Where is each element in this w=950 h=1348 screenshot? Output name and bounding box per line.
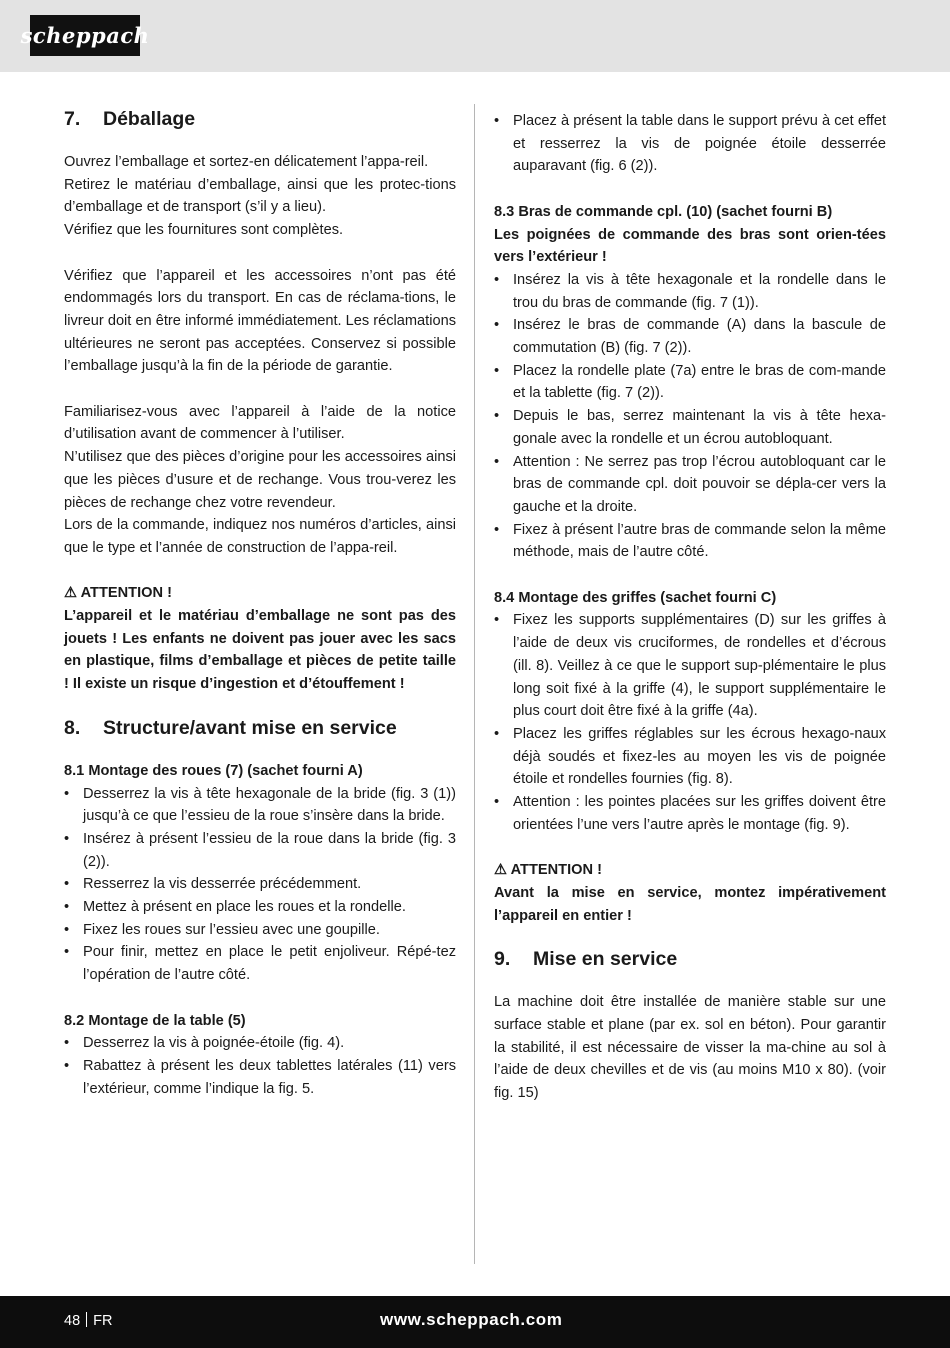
page-footer: [0, 1296, 950, 1348]
paragraph: Familiarisez-vous avec l’appareil à l’aide de la notice d’utilisation avant de commencer à l’utiliser.: [64, 403, 456, 443]
list-item: • Attention : Ne serrez pas trop l’écrou autobloquant car le bras de commande cpl. doit pouvoir se dépla-cer vers la gauche et la droite.: [494, 451, 886, 519]
left-column: [64, 105, 456, 1100]
list-item: • Placez les griffes réglables sur les écrous hexago-naux déjà soudés et fixez-les au moyen les vis de poignée étoile et rondelles fournies (fig. 8).: [494, 723, 886, 791]
paragraph: Lors de la commande, indiquez nos numéros d’articles, ainsi que le type et l’année de construction de l’appa-reil.: [64, 517, 456, 556]
warning-title: ⚠ ATTENTION !: [64, 585, 172, 602]
list-item: • Placez à présent la table dans le support prévu à cet effet et resserrez la vis de poignée étoile desserrée auparavant (fig. 6 (2)).: [494, 110, 886, 178]
section-title: Structure/avant mise en service: [103, 716, 397, 739]
list-item: • Rabattez à présent les deux tablettes latérales (11) vers l’extérieur, comme l’indique la fig. 5.: [64, 1055, 456, 1100]
bullet-list: [64, 783, 456, 987]
list-item: • Pour finir, mettez en place le petit enjoliveur. Répé-tez l’opération de l’autre côté.: [64, 941, 456, 986]
section-title: Déballage: [103, 108, 196, 130]
subsection-note: Les poignées de commande des bras sont orien-tées vers l’extérieur !: [494, 226, 886, 266]
paragraph: Retirez le matériau d’emballage, ainsi que les protec-tions d’emballage et de transport (s’il y a lieu).: [64, 176, 456, 216]
column-divider: [474, 104, 475, 1264]
subsection-title: 8.2 Montage de la table (5): [64, 1012, 246, 1029]
list-item: • Placez la rondelle plate (7a) entre le bras de com-mande et la tablette (fig. 7 (2)).: [494, 360, 886, 405]
subsection-title: 8.1 Montage des roues (7) (sachet fourni A): [64, 762, 363, 779]
list-item: • Insérez la vis à tête hexagonale et la rondelle dans le trou du bras de commande (fig. 7 (1)).: [494, 269, 886, 314]
bullet-list: [494, 609, 886, 836]
paragraph: La machine doit être installée de manière stable sur une surface stable et plane (par ex. sol en béton). Pour garantir la stabilité, il est nécessaire de visser la ma-chine au sol à l’aide de deux chevilles et de vis (au moins M10 x 80). (voir fig. 15): [494, 994, 886, 1102]
paragraph: Ouvrez l’emballage et sortez-en délicatement l’appa-reil.: [64, 154, 429, 170]
subsection-title: 8.3 Bras de commande cpl. (10) (sachet fourni B): [494, 203, 833, 220]
section-7-heading: [64, 105, 456, 133]
warning-text: L’appareil et le matériau d’emballage ne sont pas des jouets ! Les enfants ne doivent pas jouer avec les sacs en plastique, films d’emballage et pièces de petite taille ! Il existe un risque d’ingestion et d’étouffement !: [64, 608, 456, 693]
page-number: 48: [64, 1313, 81, 1329]
list-item: • Insérez le bras de commande (A) dans la bascule de commutation (B) (fig. 7 (2)).: [494, 314, 886, 359]
list-item: • Desserrez la vis à poignée-étoile (fig. 4).: [64, 1032, 456, 1055]
subsection-title: 8.4 Montage des griffes (sachet fourni C): [494, 589, 777, 606]
list-item: • Fixez les supports supplémentaires (D) sur les griffes à l’aide de deux vis cruciformes, de rondelles et d’écrous (ill. 8). Veillez à ce que le support sup-plémentaire le plus long soit fixé à la griffe (4), le support supplémentaire le plus court doit être fixé à la griffe (4a).: [494, 609, 886, 723]
list-item: • Fixez à présent l’autre bras de commande selon la même méthode, mais de l’autre côté.: [494, 519, 886, 564]
scheppach-logo: scheppach: [30, 15, 140, 56]
bullet-list: [494, 110, 886, 178]
list-item: • Insérez à présent l’essieu de la roue dans la bride (fig. 3 (2)).: [64, 828, 456, 873]
section-number: 9.: [494, 948, 511, 971]
paragraph: Vérifiez que les fournitures sont complètes.: [64, 222, 344, 239]
section-number: 7.: [64, 108, 81, 130]
list-item: • Attention : les pointes placées sur les griffes doivent être orientées l’une vers l’autre après le montage (fig. 9).: [494, 791, 886, 836]
page-number-block: [64, 1310, 112, 1332]
section-title: Mise en service: [533, 948, 678, 971]
warning-title: ⚠ ATTENTION !: [494, 862, 602, 879]
list-item: • Depuis le bas, serrez maintenant la vis à tête hexa-gonale avec la rondelle et un écrou autobloquant.: [494, 405, 886, 450]
section-9-heading: [494, 945, 886, 973]
separator: [86, 1312, 87, 1327]
language-code: FR: [93, 1313, 113, 1329]
website-url: www.scheppach.com: [380, 1310, 563, 1329]
list-item: • Mettez à présent en place les roues et la rondelle.: [64, 896, 456, 919]
bullet-list: [64, 1032, 456, 1100]
list-item: • Fixez les roues sur l’essieu avec une goupille.: [64, 919, 456, 942]
right-column: [494, 110, 886, 1105]
section-number: 8.: [64, 716, 81, 739]
paragraph: N’utilisez que des pièces d’origine pour les accessoires ainsi que les pièces d’usure et de rechange. Vous trou-verez les pièces de rechange chez votre revendeur.: [64, 449, 456, 511]
list-item: • Resserrez la vis desserrée précédemment.: [64, 873, 456, 896]
page-header: [0, 0, 950, 72]
section-8-heading: [64, 714, 456, 742]
list-item: • Desserrez la vis à tête hexagonale de la bride (fig. 3 (1)) jusqu’à ce que l’essieu de la roue s’insère dans la bride.: [64, 783, 456, 828]
bullet-list: [494, 269, 886, 564]
paragraph: Vérifiez que l’appareil et les accessoires n’ont pas été endommagés lors du transport. En cas de réclama-tions, le livreur doit en être informé immédiatement. Les réclamations ultérieures ne seront pas acceptées. Conservez si possible l’emballage jusqu’à la fin de la période de garantie.: [64, 267, 456, 375]
warning-text: Avant la mise en service, montez impérativement l’appareil en entier !: [494, 884, 886, 924]
